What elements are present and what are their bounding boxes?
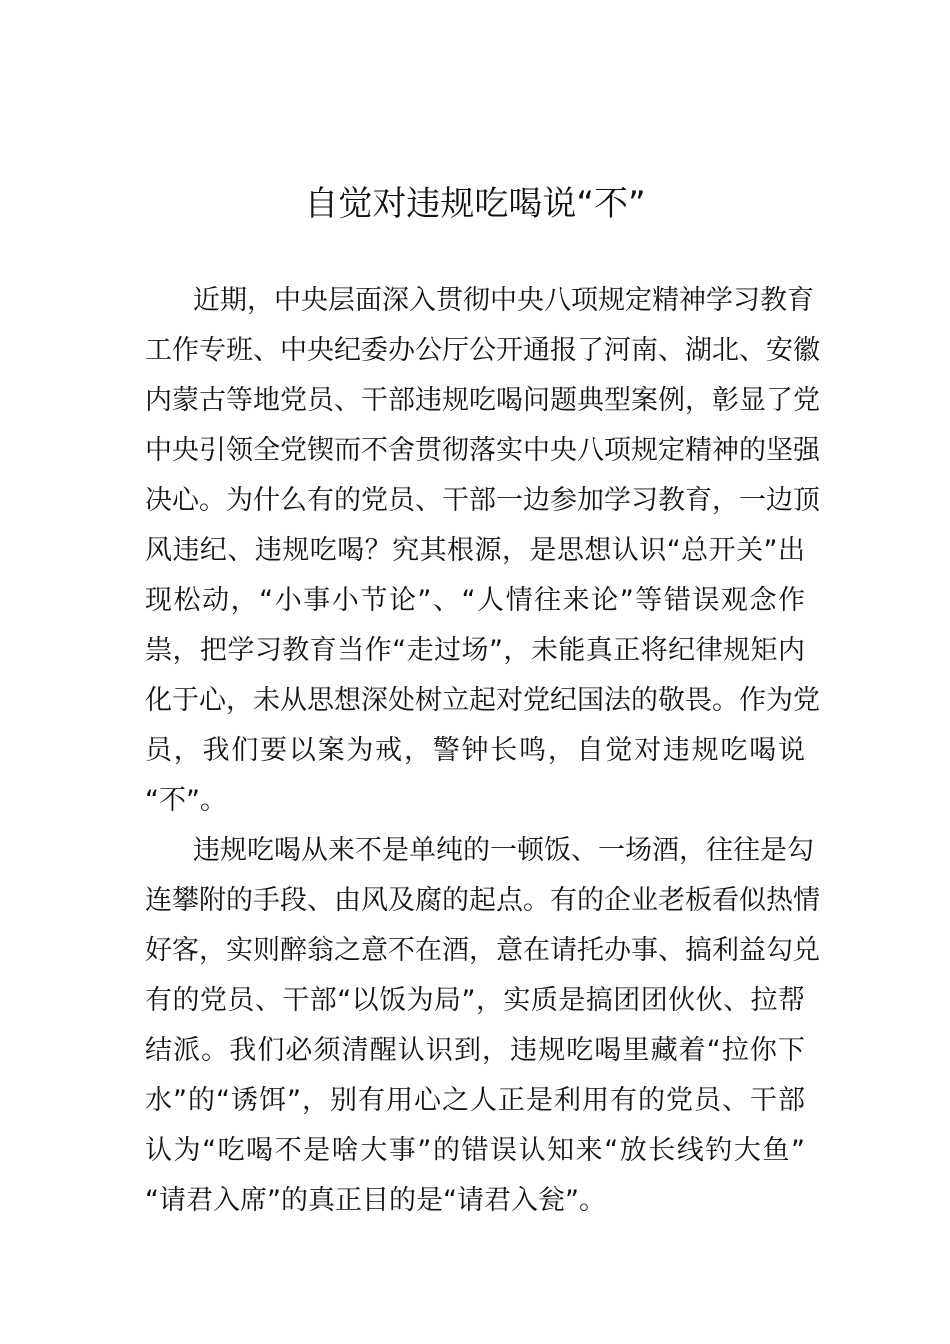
text-line: 员，我们要以案为戒，警钟长鸣，自觉对违规吃喝说 [145,735,805,766]
text-line: “不”。 [145,785,227,816]
paragraph-1 [145,276,820,826]
text-line: 连攀附的手段、由风及腐的起点。有的企业老板看似热情 [145,885,820,916]
paragraph-2 [145,826,820,1226]
text-line: 风违纪、违规吃喝？究其根源，是思想认识“总开关”出 [145,535,805,566]
document-title: 自觉对违规吃喝说“不” [304,184,646,224]
text-line: 工作专班、中央纪委办公厅公开通报了河南、湖北、安徽 [145,335,820,366]
text-line: 结派。我们必须清醒认识到，违规吃喝里藏着“拉你下 [145,1035,805,1066]
text-line: 祟，把学习教育当作“走过场”，未能真正将纪律规矩内 [145,635,805,666]
text-line: 有的党员、干部“以饭为局”，实质是搞团团伙伙、拉帮 [145,985,805,1016]
text-line: 认为“吃喝不是啥大事”的错误认知来“放长线钓大鱼” [145,1135,805,1166]
text-line: 中央引领全党锲而不舍贯彻落实中央八项规定精神的坚强 [145,435,820,466]
text-line: 违规吃喝从来不是单纯的一顿饭、一场酒，往往是勾 [193,835,814,866]
text-line: 水”的“诱饵”，别有用心之人正是利用有的党员、干部 [145,1085,805,1116]
text-line: 化于心，未从思想深处树立起对党纪国法的敬畏。作为党 [145,685,820,716]
text-line: 内蒙古等地党员、干部违规吃喝问题典型案例，彰显了党 [145,385,820,416]
text-line: 近期，中央层面深入贯彻中央八项规定精神学习教育 [193,285,814,316]
text-line: 决心。为什么有的党员、干部一边参加学习教育，一边顶 [145,485,820,516]
text-line: 好客，实则醉翁之意不在酒，意在请托办事、搞利益勾兑 [145,935,820,966]
text-line: “请君入席”的真正目的是“请君入瓮”。 [145,1185,606,1216]
document-body [145,276,820,1226]
text-line: 现松动，“小事小节论”、“人情往来论”等错误观念作 [145,585,805,616]
